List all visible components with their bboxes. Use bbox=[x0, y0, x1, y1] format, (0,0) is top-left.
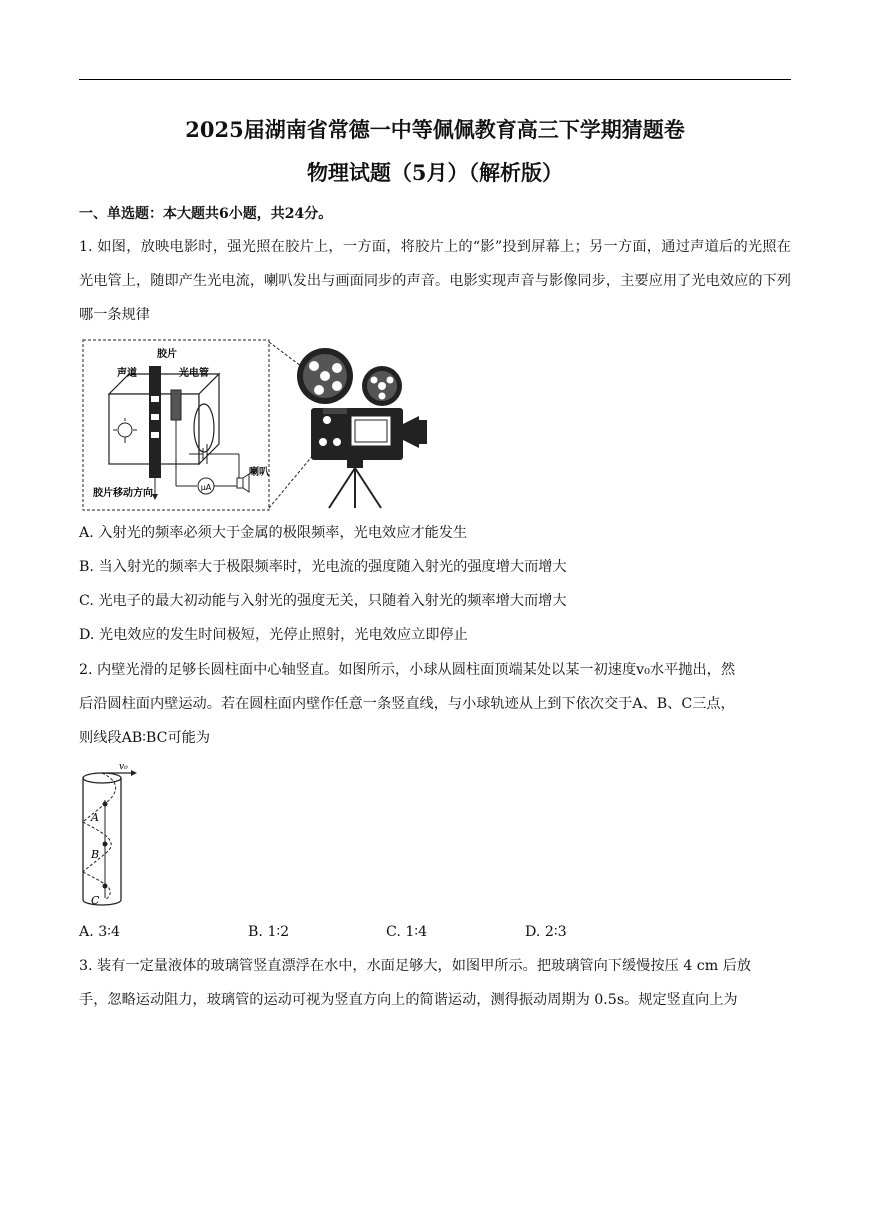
question-2-line-1: 2. 内壁光滑的足够长圆柱面中心轴竖直。如图所示，小球从圆柱面顶端某处以某一初速度v₀水平抛出，然 bbox=[79, 662, 736, 678]
question-1-stem: 1. 如图，放映电影时，强光照在胶片上，一方面，将胶片上的“影”投到屏幕上；另一方面，通过声道后的光照在光电管上，随即产生光电流，喇叭发出与画面同步的声音。电影实现声音与影像同步，主要应用了光电效应的下列哪一条规律 bbox=[79, 239, 791, 323]
question-3-line-1: 3. 装有一定量液体的玻璃管竖直漂浮在水中，水面足够大，如图甲所示。把玻璃管向下缓慢按压 4 cm 后放 bbox=[79, 958, 752, 974]
question-2-line-3: 则线段AB∶BC可能为 bbox=[79, 730, 211, 746]
question-2-option-d: D. 2∶3 bbox=[525, 924, 567, 940]
header-rule bbox=[79, 79, 791, 80]
velocity-label: v₀ bbox=[119, 762, 128, 772]
question-2-option-b: B. 1∶2 bbox=[248, 924, 290, 940]
point-a-label: A bbox=[91, 811, 99, 824]
film-label: 胶片 bbox=[157, 349, 177, 360]
question-2-line-2: 后沿圆柱面内壁运动。若在圆柱面内壁作任意一条竖直线，与小球轨迹从上到下依次交于A、B、C三点， bbox=[79, 696, 735, 712]
film-direction-label: 胶片移动方向 bbox=[93, 488, 153, 499]
question-1-option-b: B. 当入射光的频率大于极限频率时，光电流的强度随入射光的强度增大而增大 bbox=[79, 559, 567, 575]
soundtrack-label: 声道 bbox=[117, 368, 137, 379]
question-1-option-d: D. 光电效应的发生时间极短，光停止照射，光电效应立即停止 bbox=[79, 627, 468, 643]
microammeter-label: μA bbox=[200, 483, 212, 492]
point-b-label: B bbox=[91, 848, 100, 861]
cylinder-figure bbox=[79, 760, 141, 910]
page-subtitle: 物理试题（5月）（解析版） bbox=[306, 160, 564, 185]
page-title: 2025届湖南省常德一中等佩佩教育高三下学期猜题卷 bbox=[185, 117, 685, 142]
question-2-option-c: C. 1∶4 bbox=[386, 924, 428, 940]
question-3-line-2: 手，忽略运动阻力，玻璃管的运动可视为竖直方向上的简谐运动，测得振动周期为 0.5s。规定竖直向上为 bbox=[79, 992, 738, 1008]
question-1-option-c: C. 光电子的最大初动能与入射光的强度无关，只随着入射光的频率增大而增大 bbox=[79, 593, 567, 609]
question-1-option-a: A. 入射光的频率必须大于金属的极限频率，光电效应才能发生 bbox=[79, 525, 468, 541]
phototube-label: 光电管 bbox=[179, 368, 209, 379]
speaker-label: 喇叭 bbox=[249, 467, 269, 478]
section-heading: 一、单选题：本大题共6小题，共24分。 bbox=[79, 206, 333, 222]
question-2-option-a: A. 3∶4 bbox=[79, 924, 121, 940]
projector-figure bbox=[79, 336, 429, 514]
point-c-label: C bbox=[91, 894, 100, 907]
